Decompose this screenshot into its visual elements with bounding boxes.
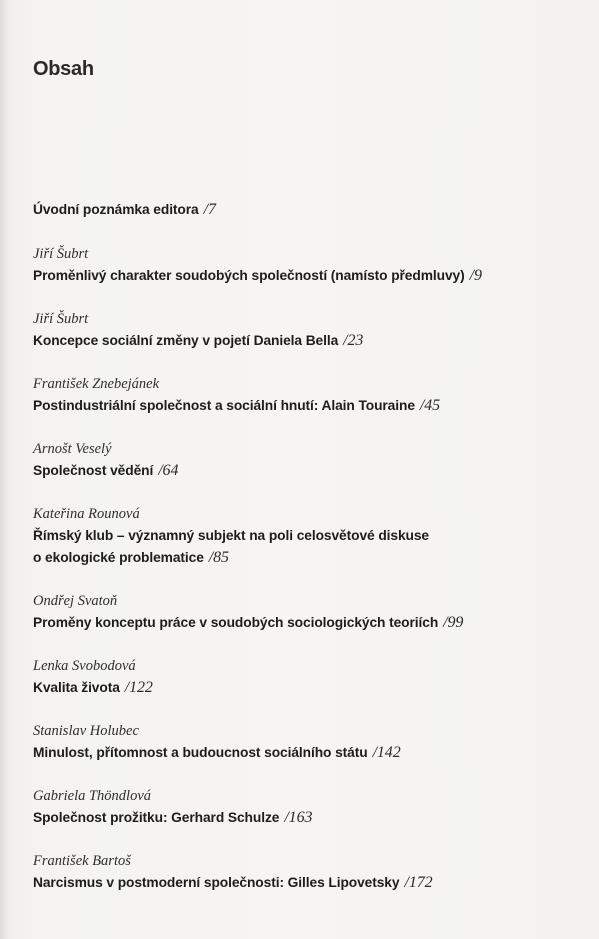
- toc-entry: [33, 657, 573, 699]
- entry-title: [33, 677, 573, 699]
- entry-title-text: Římský klub – významný subjekt na poli celosvětové diskuse: [33, 528, 430, 543]
- entry-title: [33, 612, 573, 634]
- page-number: /163: [284, 809, 313, 826]
- page-title: Obsah: [33, 58, 94, 80]
- entry-title-text: Narcismus v postmoderní společnosti: Gilles Lipovetsky: [33, 875, 400, 890]
- page-number: /142: [372, 744, 401, 761]
- page-gutter-shadow: [0, 0, 10, 939]
- page-number: /172: [404, 874, 433, 891]
- entry-author: Arnošt Veselý: [33, 441, 112, 457]
- entry-title-text: Společnost vědění: [33, 463, 154, 478]
- toc-entry: [33, 375, 573, 417]
- entry-title-text: Postindustriální společnost a sociální hnutí: Alain Touraine: [33, 398, 415, 413]
- entry-title-text: Minulost, přítomnost a budoucnost sociálního státu: [33, 745, 368, 760]
- page-number: /23: [343, 332, 364, 349]
- entry-title: [33, 330, 573, 352]
- table-of-contents: [33, 199, 573, 917]
- entry-title: [33, 872, 573, 894]
- entry-title-text: Úvodní poznámka editora: [33, 202, 199, 217]
- page-number: /85: [208, 549, 229, 566]
- toc-entry: [33, 505, 573, 569]
- entry-author: Kateřina Rounová: [33, 506, 140, 522]
- entry-title: [33, 199, 573, 221]
- entry-title: [33, 460, 573, 482]
- entry-title-text: Proměnlivý charakter soudobých společností (namísto předmluvy): [33, 268, 465, 283]
- entry-title: [33, 807, 573, 829]
- toc-entry: [33, 852, 573, 894]
- entry-author: Lenka Svobodová: [33, 658, 136, 674]
- entry-author: Stanislav Holubec: [33, 723, 139, 739]
- entry-title: [33, 395, 573, 417]
- entry-author: Jiří Šubrt: [33, 246, 89, 262]
- entry-title-text: Koncepce sociální změny v pojetí Daniela Bella: [33, 333, 339, 348]
- entry-author: Gabriela Thöndlová: [33, 788, 152, 804]
- entry-title-text: Kvalita života: [33, 680, 120, 695]
- entry-author: Ondřej Svatoň: [33, 593, 118, 609]
- toc-entry: [33, 722, 573, 764]
- toc-entry: [33, 440, 573, 482]
- entry-title: [33, 265, 573, 287]
- toc-entry: [33, 199, 573, 221]
- page-number: /7: [203, 201, 216, 218]
- entry-title-text: o ekologické problematice: [33, 550, 204, 565]
- toc-entry: [33, 245, 573, 287]
- toc-entry: [33, 592, 573, 634]
- page-number: /45: [419, 397, 441, 414]
- entry-title-text: Proměny konceptu práce v soudobých sociologických teoriích: [33, 615, 439, 630]
- entry-author: Jiří Šubrt: [33, 311, 89, 327]
- toc-entry: [33, 310, 573, 352]
- entry-title-text: Společnost prožitku: Gerhard Schulze: [33, 810, 280, 825]
- toc-entry: [33, 787, 573, 829]
- entry-title: [33, 742, 573, 764]
- page-number: /64: [158, 462, 179, 479]
- page-number: /99: [443, 614, 464, 631]
- entry-author: František Znebejánek: [33, 376, 160, 392]
- page-number: /122: [124, 679, 153, 696]
- entry-author: František Bartoš: [33, 853, 131, 869]
- entry-title: [33, 525, 573, 547]
- page-number: /9: [469, 267, 482, 284]
- entry-title-continued: [33, 547, 573, 569]
